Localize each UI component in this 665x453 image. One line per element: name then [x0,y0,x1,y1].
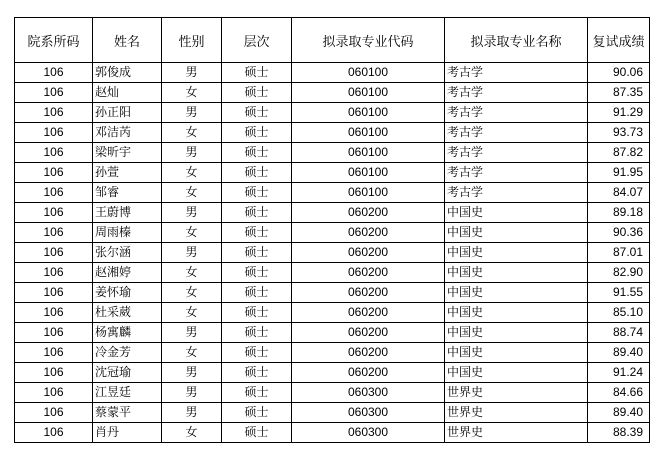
table-body [15,63,650,443]
cell-level: 硕士 [222,363,292,383]
cell-score: 91.55 [588,283,650,303]
cell-name: 张尔涵 [93,243,162,263]
cell-score: 88.74 [588,323,650,343]
cell-major-code: 060200 [292,323,445,343]
cell-name: 王蔚博 [93,203,162,223]
table-row [15,363,650,383]
cell-level: 硕士 [222,403,292,423]
cell-dept-code: 106 [15,323,93,343]
cell-major-code: 060300 [292,423,445,443]
cell-major-code: 060100 [292,83,445,103]
cell-major-name: 中国史 [445,203,588,223]
cell-major-name: 考古学 [445,123,588,143]
cell-level: 硕士 [222,263,292,283]
cell-score: 87.82 [588,143,650,163]
cell-level: 硕士 [222,143,292,163]
cell-score: 87.01 [588,243,650,263]
cell-major-code: 060200 [292,223,445,243]
header-row [15,18,650,63]
cell-name: 梁昕宇 [93,143,162,163]
cell-level: 硕士 [222,343,292,363]
table-row [15,83,650,103]
cell-major-name: 中国史 [445,223,588,243]
admission-list-sheet [14,17,650,443]
cell-major-code: 060200 [292,263,445,283]
cell-major-name: 考古学 [445,103,588,123]
cell-gender: 男 [162,103,222,123]
cell-score: 89.40 [588,343,650,363]
cell-score: 89.18 [588,203,650,223]
cell-major-code: 060100 [292,123,445,143]
cell-major-name: 考古学 [445,183,588,203]
cell-level: 硕士 [222,83,292,103]
cell-gender: 男 [162,403,222,423]
cell-dept-code: 106 [15,123,93,143]
cell-major-code: 060100 [292,103,445,123]
cell-major-name: 考古学 [445,83,588,103]
cell-dept-code: 106 [15,203,93,223]
cell-name: 郭俊成 [93,63,162,83]
table-row [15,403,650,423]
cell-score: 91.29 [588,103,650,123]
cell-gender: 女 [162,183,222,203]
cell-major-code: 060200 [292,203,445,223]
cell-name: 肖丹 [93,423,162,443]
cell-level: 硕士 [222,383,292,403]
cell-gender: 女 [162,283,222,303]
cell-gender: 男 [162,203,222,223]
cell-gender: 女 [162,123,222,143]
table-row [15,283,650,303]
cell-level: 硕士 [222,103,292,123]
cell-level: 硕士 [222,123,292,143]
cell-gender: 男 [162,243,222,263]
cell-score: 91.24 [588,363,650,383]
table-row [15,143,650,163]
cell-level: 硕士 [222,243,292,263]
cell-score: 84.66 [588,383,650,403]
cell-name: 沈冠瑜 [93,363,162,383]
cell-gender: 女 [162,423,222,443]
cell-gender: 女 [162,263,222,283]
table-row [15,163,650,183]
cell-score: 89.40 [588,403,650,423]
cell-major-name: 中国史 [445,263,588,283]
table-row [15,323,650,343]
cell-major-code: 060200 [292,283,445,303]
cell-dept-code: 106 [15,83,93,103]
cell-major-name: 世界史 [445,383,588,403]
cell-major-name: 考古学 [445,63,588,83]
cell-level: 硕士 [222,183,292,203]
cell-dept-code: 106 [15,303,93,323]
cell-dept-code: 106 [15,423,93,443]
cell-score: 90.36 [588,223,650,243]
cell-dept-code: 106 [15,363,93,383]
cell-score: 85.10 [588,303,650,323]
cell-major-code: 060300 [292,403,445,423]
cell-dept-code: 106 [15,383,93,403]
cell-name: 赵湘婷 [93,263,162,283]
table-row [15,303,650,323]
cell-major-code: 060100 [292,63,445,83]
cell-dept-code: 106 [15,403,93,423]
table-row [15,183,650,203]
table-row [15,243,650,263]
cell-gender: 男 [162,323,222,343]
header-major-name: 拟录取专业名称 [445,18,588,63]
cell-major-code: 060200 [292,303,445,323]
table-row [15,203,650,223]
cell-gender: 男 [162,63,222,83]
cell-level: 硕士 [222,163,292,183]
cell-level: 硕士 [222,63,292,83]
cell-score: 87.35 [588,83,650,103]
cell-name: 杜采葳 [93,303,162,323]
cell-name: 江昱廷 [93,383,162,403]
cell-major-name: 世界史 [445,423,588,443]
cell-major-name: 世界史 [445,403,588,423]
cell-level: 硕士 [222,303,292,323]
table-header [15,18,650,63]
cell-dept-code: 106 [15,63,93,83]
header-score: 复试成绩 [588,18,650,63]
cell-dept-code: 106 [15,223,93,243]
header-level: 层次 [222,18,292,63]
table-row [15,103,650,123]
cell-name: 孙正阳 [93,103,162,123]
cell-gender: 女 [162,163,222,183]
cell-dept-code: 106 [15,243,93,263]
cell-gender: 女 [162,343,222,363]
table-row [15,423,650,443]
cell-major-name: 考古学 [445,143,588,163]
cell-dept-code: 106 [15,143,93,163]
cell-score: 93.73 [588,123,650,143]
cell-dept-code: 106 [15,283,93,303]
table-row [15,343,650,363]
cell-major-name: 考古学 [445,163,588,183]
cell-dept-code: 106 [15,163,93,183]
cell-name: 孙萱 [93,163,162,183]
admission-table [14,17,650,443]
cell-name: 邹睿 [93,183,162,203]
header-major-code: 拟录取专业代码 [292,18,445,63]
cell-gender: 女 [162,83,222,103]
cell-dept-code: 106 [15,343,93,363]
cell-major-name: 中国史 [445,303,588,323]
cell-name: 蔡蒙平 [93,403,162,423]
cell-major-code: 060100 [292,183,445,203]
cell-gender: 男 [162,383,222,403]
cell-level: 硕士 [222,283,292,303]
cell-dept-code: 106 [15,183,93,203]
cell-name: 赵灿 [93,83,162,103]
cell-score: 88.39 [588,423,650,443]
cell-major-name: 中国史 [445,243,588,263]
cell-gender: 男 [162,143,222,163]
table-row [15,223,650,243]
cell-score: 82.90 [588,263,650,283]
cell-major-name: 中国史 [445,283,588,303]
cell-major-code: 060300 [292,383,445,403]
cell-score: 84.07 [588,183,650,203]
cell-major-name: 中国史 [445,343,588,363]
cell-gender: 男 [162,363,222,383]
cell-major-code: 060100 [292,163,445,183]
header-dept-code: 院系所码 [15,18,93,63]
cell-score: 90.06 [588,63,650,83]
cell-name: 姜怀瑜 [93,283,162,303]
cell-level: 硕士 [222,423,292,443]
header-name: 姓名 [93,18,162,63]
table-row [15,383,650,403]
table-row [15,263,650,283]
cell-score: 91.95 [588,163,650,183]
cell-dept-code: 106 [15,103,93,123]
cell-name: 冷金芳 [93,343,162,363]
cell-major-code: 060200 [292,243,445,263]
table-row [15,63,650,83]
cell-major-code: 060200 [292,363,445,383]
cell-major-name: 中国史 [445,363,588,383]
cell-dept-code: 106 [15,263,93,283]
cell-name: 邓洁芮 [93,123,162,143]
cell-gender: 女 [162,303,222,323]
table-row [15,123,650,143]
cell-major-code: 060200 [292,343,445,363]
cell-major-name: 中国史 [445,323,588,343]
cell-level: 硕士 [222,223,292,243]
cell-level: 硕士 [222,203,292,223]
cell-level: 硕士 [222,323,292,343]
cell-name: 杨寓麟 [93,323,162,343]
cell-major-code: 060100 [292,143,445,163]
header-gender: 性别 [162,18,222,63]
cell-name: 周雨榛 [93,223,162,243]
cell-gender: 女 [162,223,222,243]
